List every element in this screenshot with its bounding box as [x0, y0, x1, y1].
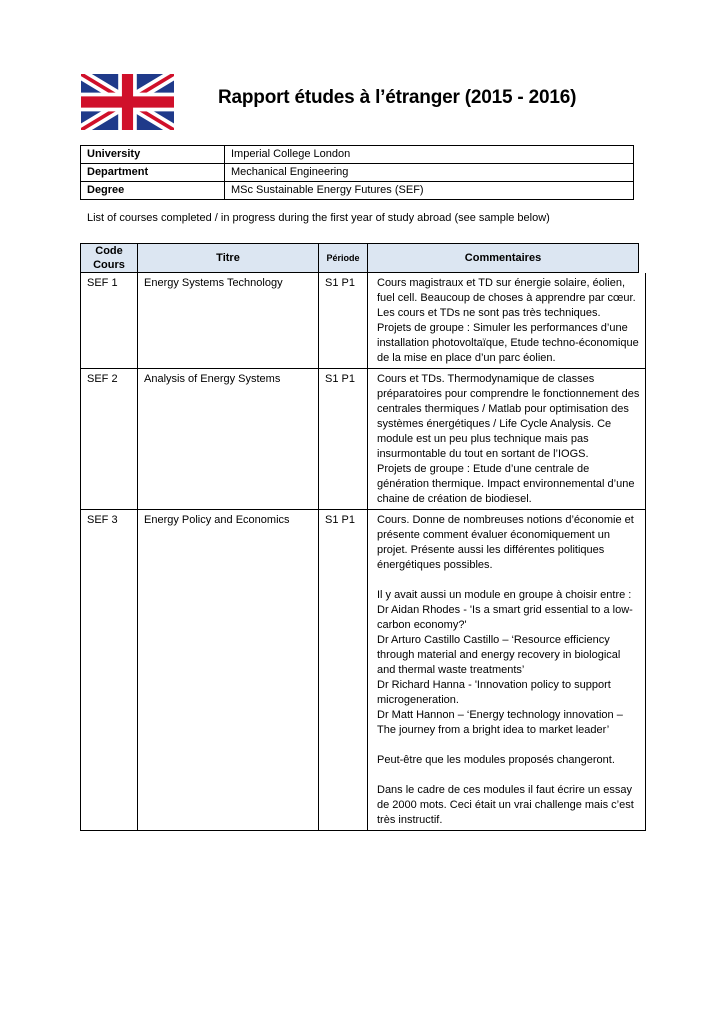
course-comments	[368, 510, 646, 831]
course-period: S1 P1	[319, 369, 368, 510]
comment-paragraph	[377, 768, 641, 783]
comment-paragraph: Dr Aidan Rhodes - 'Is a smart grid essential to a low-carbon economy?'	[377, 604, 633, 631]
student-info-table	[80, 145, 634, 200]
info-label: University	[81, 146, 225, 164]
comment-paragraph: Dans le cadre de ces modules il faut écrire un essay de 2000 mots. Ceci était un vrai challenge mais c’est très instructif.	[377, 784, 634, 826]
course-rows	[80, 273, 646, 831]
course-code: SEF 2	[80, 369, 138, 510]
table-row	[80, 369, 646, 510]
course-code: SEF 3	[80, 510, 138, 831]
comment-paragraph: Projets de groupe : Simuler les performances d’une installation photovoltaïque, Etude techno-économique de la mise en place d’un parc éolien.	[377, 322, 639, 364]
course-period: S1 P1	[319, 273, 368, 369]
comment-paragraph: Cours magistraux et TD sur énergie solaire, éolien, fuel cell. Beaucoup de choses à apprendre par cœur. Les cours et TDs ne sont pas très techniques.	[377, 277, 636, 319]
info-label: Department	[81, 164, 225, 182]
comment-paragraph: Projets de groupe : Etude d’une centrale de génération thermique. Impact environnemental d’une chaine de création de biodiesel.	[377, 463, 635, 505]
course-comments	[368, 369, 646, 510]
comment-paragraph: Dr Matt Hannon – ‘Energy technology innovation – The journey from a bright idea to market leader’	[377, 709, 623, 736]
comment-paragraph: Peut-être que les modules proposés changeront.	[377, 754, 615, 766]
table-header	[80, 243, 646, 273]
header-titre: Titre	[138, 243, 319, 273]
course-comments	[368, 273, 646, 369]
info-row-degree	[81, 182, 634, 200]
info-row-university	[81, 146, 634, 164]
info-value: MSc Sustainable Energy Futures (SEF)	[225, 182, 634, 200]
info-row-department	[81, 164, 634, 182]
courses-table	[80, 243, 646, 831]
info-value: Imperial College London	[225, 146, 634, 164]
united-kingdom-flag-icon	[81, 74, 174, 130]
header-code: Code Cours	[80, 243, 138, 273]
info-label: Degree	[81, 182, 225, 200]
header-commentaires: Commentaires	[368, 243, 639, 273]
comment-paragraph	[377, 573, 641, 588]
course-code: SEF 1	[80, 273, 138, 369]
course-title: Energy Policy and Economics	[138, 510, 319, 831]
page-title: Rapport études à l’étranger (2015 - 2016)	[218, 87, 577, 108]
comment-paragraph: Dr Richard Hanna - 'Innovation policy to support microgeneration.	[377, 679, 611, 706]
table-row	[80, 510, 646, 831]
course-title: Energy Systems Technology	[138, 273, 319, 369]
header-periode: Période	[319, 243, 368, 273]
comment-paragraph	[377, 738, 641, 753]
course-title: Analysis of Energy Systems	[138, 369, 319, 510]
comment-paragraph: Dr Arturo Castillo Castillo – ‘Resource efficiency through material and energy recovery in biological and thermal waste treatments’	[377, 634, 621, 676]
comment-paragraph: Cours. Donne de nombreuses notions d’économie et présente comment évaluer économiquement un projet. Présente aussi les différentes politiques énergétiques possibles.	[377, 514, 634, 571]
table-row	[80, 273, 646, 369]
comment-paragraph: Il y avait aussi un module en groupe à choisir entre :	[377, 589, 632, 601]
intro-text: List of courses completed / in progress during the first year of study abroad (see sample below)	[87, 212, 550, 224]
course-period: S1 P1	[319, 510, 368, 831]
info-value: Mechanical Engineering	[225, 164, 634, 182]
comment-paragraph: Cours et TDs. Thermodynamique de classes préparatoires pour comprendre le fonctionnement des centrales thermiques / Matlab pour optimisation des systèmes énergétiques / Life Cycle Analysis. Ce module est un peu plus technique mais pas insurmontable du tout en sortant de l’IOGS.	[377, 373, 640, 460]
